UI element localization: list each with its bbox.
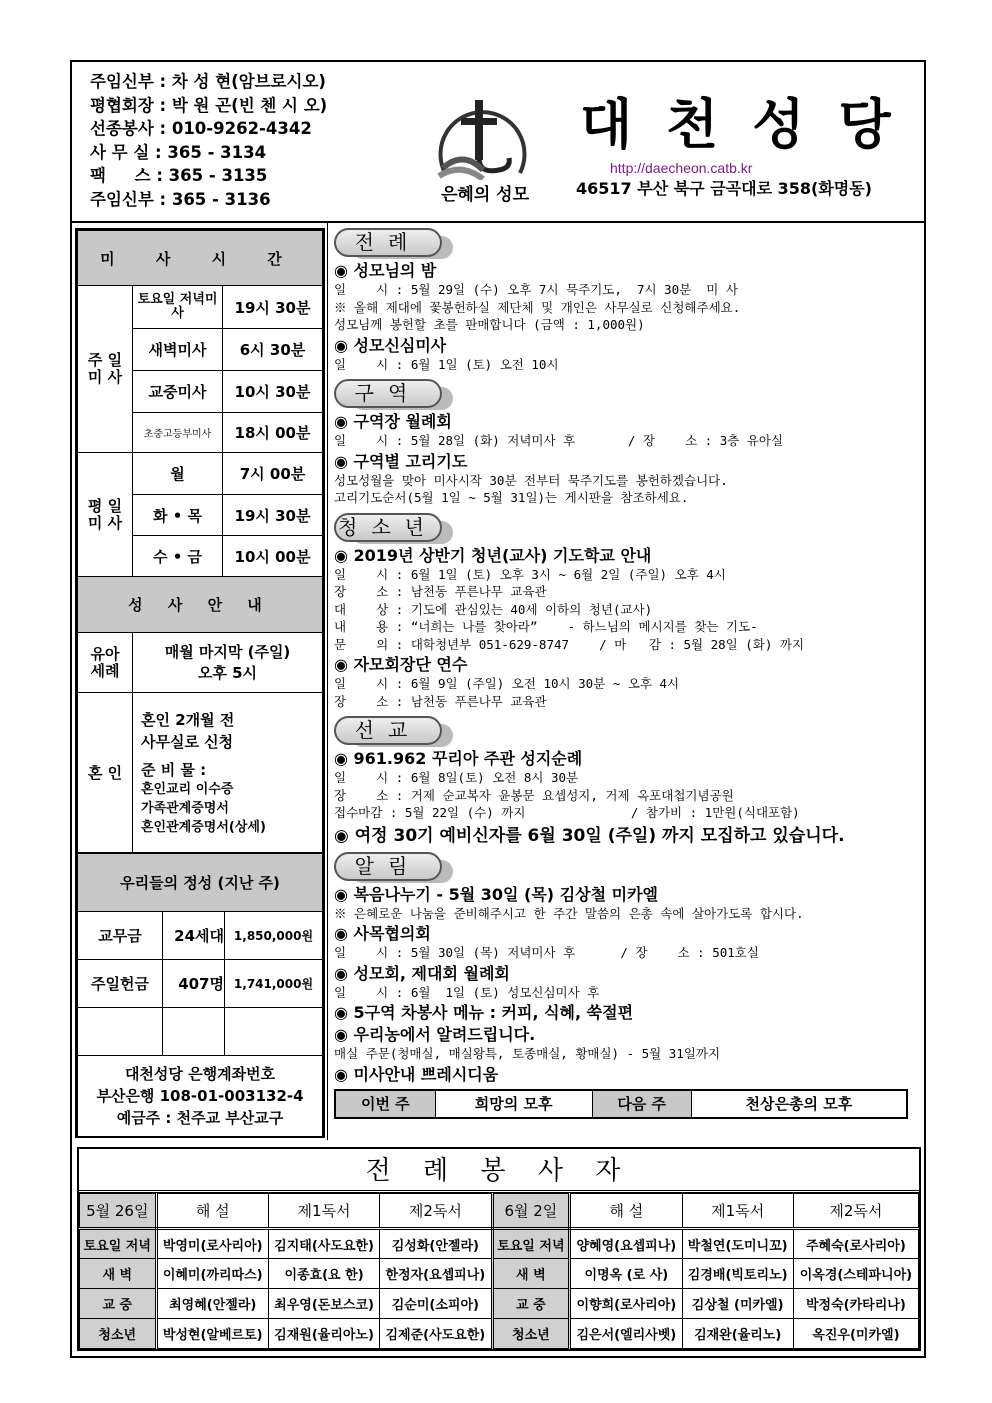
liturgy-servers xyxy=(77,1147,921,1351)
servers-table xyxy=(79,1193,919,1349)
servers-header-row xyxy=(80,1194,919,1229)
section-2 xyxy=(334,511,920,711)
server-name: 김성화(안젤라) xyxy=(380,1229,492,1259)
offering-name: 주일헌금 xyxy=(78,960,163,1008)
mass-label: 청소년 xyxy=(80,1319,157,1349)
sunday-label: 주 일 미 사 xyxy=(78,286,133,453)
role-header: 제2독서 xyxy=(380,1194,492,1229)
marriage-info: 혼인 2개월 전 사무실로 신청 xyxy=(141,710,235,751)
presidium-table xyxy=(334,1089,908,1119)
baptism-info: 매월 마지막 (주일) 오후 5시 xyxy=(133,633,323,693)
mass-label: 교 중 xyxy=(492,1289,570,1319)
item-heading: ◉ 복음나누기 - 5월 30일 (목) 김상철 미카엘 xyxy=(334,884,659,904)
server-name: 박영미(로사리아) xyxy=(156,1229,268,1259)
marriage-label: 혼 인 xyxy=(78,693,133,853)
contact-line: 선종봉사 : 010-9262-4342 xyxy=(90,119,312,138)
role-header: 해 설 xyxy=(570,1194,682,1229)
section-heading: 알림 xyxy=(334,852,442,881)
item-line: 매실 주문(청매실, 매실왕특, 토종매실, 황매실) - 5월 31일까지 xyxy=(334,1046,721,1061)
server-name: 박철연(도미니꼬) xyxy=(682,1229,793,1259)
offering-name: 교무금 xyxy=(78,912,163,960)
item-heading: ◉ 구역장 월례회 xyxy=(334,412,452,431)
server-name: 김상철 (미카엘) xyxy=(682,1289,793,1319)
header xyxy=(70,60,926,223)
mass-label: 새 벽 xyxy=(492,1259,570,1289)
left-sidebar xyxy=(75,228,325,1138)
item-line: 일 시 : 6월 1일 (토) 성모신심미사 후 xyxy=(334,984,600,1000)
server-name: 최영혜(안젤라) xyxy=(156,1289,268,1319)
item-line: 장 소 : 남천동 푸른나무 교육관 xyxy=(334,693,547,709)
sacrament-title: 성 사 안 내 xyxy=(78,577,323,633)
server-name: 이혜미(까리따스) xyxy=(156,1259,268,1289)
server-name: 양혜영(요셉피나) xyxy=(570,1229,682,1259)
section-4 xyxy=(334,850,920,1085)
contact-list xyxy=(90,70,327,211)
section-heading: 전례 xyxy=(334,228,442,257)
item-line: ※ 올해 제대에 꽃봉헌하실 제단체 및 개인은 사무실로 신청해주세요. xyxy=(334,299,741,315)
offering-title: 우리들의 정성 (지난 주) xyxy=(78,854,323,912)
mass-name: 새벽미사 xyxy=(133,329,223,371)
server-name: 박정숙(카타리나) xyxy=(793,1289,918,1319)
mass-time: 19시 30분 xyxy=(223,286,323,329)
servers-row xyxy=(80,1319,919,1349)
offering-count: 24세대 xyxy=(163,912,225,960)
item-line: 일 시 : 5월 29일 (수) 오후 7시 묵주기도, 7시 30분 미 사 xyxy=(334,282,738,297)
contact-line: 팩 스 : 365 - 3135 xyxy=(90,166,268,185)
item-heading: ◉ 성모님의 밤 xyxy=(334,261,437,280)
server-name: 김은서(엘리사벳) xyxy=(570,1319,682,1349)
item-line: 일 시 : 6월 1일 (토) 오전 10시 xyxy=(334,356,559,372)
item-line: 성모님께 봉헌할 초를 판매합니다 (금액 : 1,000원) xyxy=(334,317,645,332)
empty-cell xyxy=(225,1008,323,1056)
baptism-label: 유아 세례 xyxy=(78,633,133,693)
item-line: ※ 은혜로운 나눔을 준비해주시고 한 주간 말씀의 은총 속에 살아가도록 합시다. xyxy=(334,905,804,921)
logo-caption: 은혜의 성모 xyxy=(440,185,530,205)
item-heading: ◉ 5구역 차봉사 메뉴 : 커피, 식혜, 쑥절편 xyxy=(334,1003,634,1022)
mass-name: 수 • 금 xyxy=(133,536,223,577)
section-heading: 구역 xyxy=(334,379,442,408)
mass-schedule-table xyxy=(77,230,323,853)
item-line: 일 시 : 5월 30일 (목) 저녁미사 후 / 장 소 : 501호실 xyxy=(334,945,759,960)
marriage-prep-label: 준 비 물 : xyxy=(141,760,207,779)
item-heading: ◉ 사목협의회 xyxy=(334,924,431,943)
this-week-presidium: 희망의 모후 xyxy=(435,1090,592,1118)
item-line: 장 소 : 남천동 푸른나무 교육관 xyxy=(334,584,547,599)
item-line: 성모성월을 맞아 미사시작 30분 전부터 묵주기도를 봉헌하겠습니다. xyxy=(334,472,728,488)
weekday-label: 평 일 미 사 xyxy=(78,453,133,577)
contact-line: 주임신부 : 차 성 현(암브로시오) xyxy=(90,72,326,91)
service-date: 6월 2일 xyxy=(492,1194,570,1229)
item-line: 대 상 : 기도에 관심있는 40세 이하의 청년(교사) xyxy=(334,601,653,617)
mass-time: 6시 30분 xyxy=(223,329,323,371)
item-heading: ◉ 961.962 꾸리아 주관 성지순례 xyxy=(334,749,583,768)
server-name: 이종효(요 한) xyxy=(268,1259,379,1289)
announcements xyxy=(334,226,920,1119)
website-link[interactable]: http://daecheon.catb.kr xyxy=(610,160,753,176)
offering-count: 407명 xyxy=(163,960,225,1008)
this-week-label: 이번 주 xyxy=(335,1090,435,1118)
mass-label: 토요일 저녁 xyxy=(492,1229,570,1259)
item-line: 내 용 : “너희는 나를 찾아라” - 하느님의 메시지를 찾는 기도- xyxy=(334,619,758,634)
item-heading: ◉ 성모회, 제대회 월례회 xyxy=(334,963,510,983)
bank-holder: 예금주 : 천주교 부산교구 xyxy=(116,1109,284,1127)
section-3 xyxy=(334,714,920,846)
server-name: 김제준(사도요한) xyxy=(380,1319,492,1349)
item-line: 일 시 : 5월 28일 (화) 저녁미사 후 / 장 소 : 3층 유아실 xyxy=(334,433,784,448)
item-line: 일 시 : 6월 1일 (토) 오후 3시 ~ 6월 2일 (주일) 오후 4시 xyxy=(334,566,726,582)
mass-time: 7시 00분 xyxy=(223,453,323,495)
item-line: 일 시 : 6월 9일 (주일) 오전 10시 30분 ~ 오후 4시 xyxy=(334,676,680,691)
servers-title: 전 례 봉 사 자 xyxy=(79,1149,919,1193)
item-line: 장 소 : 거제 순교복자 윤봉문 요셉성지, 거제 옥포대첩기념공원 xyxy=(334,787,734,803)
server-name: 김순미(소피아) xyxy=(380,1289,492,1319)
mass-label: 토요일 저녁 xyxy=(80,1229,157,1259)
mass-time: 10시 00분 xyxy=(223,536,323,577)
column-divider xyxy=(327,222,328,1140)
church-logo-icon xyxy=(425,88,535,180)
server-name: 이명옥 (로 사) xyxy=(570,1259,682,1289)
server-name: 한정자(요셉피나) xyxy=(380,1259,492,1289)
item-heading: ◉ 2019년 상반기 청년(교사) 기도학교 안내 xyxy=(334,545,652,565)
servers-row xyxy=(80,1289,919,1319)
server-name: 김재완(율리노) xyxy=(682,1319,793,1349)
mass-time: 10시 30분 xyxy=(223,371,323,413)
item-line: 일 시 : 6월 8일(토) 오전 8시 30분 xyxy=(334,770,579,785)
mass-title: 미 사 시 간 xyxy=(78,231,323,286)
mass-name: 교중미사 xyxy=(133,371,223,413)
mass-time: 19시 30분 xyxy=(223,495,323,536)
item-line: 문 의 : 대학청년부 051-629-8747 / 마 감 : 5월 28일 (화) 까지 xyxy=(334,636,805,652)
mass-name: 토요일 저녁미사 xyxy=(133,286,223,329)
church-title: 대천성당 xyxy=(580,93,925,156)
section-0 xyxy=(334,226,920,373)
server-name: 박성현(알베르토) xyxy=(156,1319,268,1349)
item-heading: ◉ 자모회장단 연수 xyxy=(334,655,468,674)
server-name: 김경배(빅토리노) xyxy=(682,1259,793,1289)
contact-line: 평협회장 : 박 원 곤(빈 첸 시 오) xyxy=(90,95,328,115)
empty-cell xyxy=(163,1008,225,1056)
section-heading: 청소년 xyxy=(334,513,442,542)
server-name: 김재원(율리아노) xyxy=(268,1319,379,1349)
item-heading: ◉ 성모신심미사 xyxy=(334,335,447,355)
item-heading: ◉ 구역별 고리기도 xyxy=(334,451,468,471)
offering-amount: 1,741,000원 xyxy=(225,960,323,1008)
next-week-label: 다음 주 xyxy=(592,1090,691,1118)
item-heading: ◉ 미사안내 쁘레시디움 xyxy=(334,1064,499,1084)
item-line: 접수마감 : 5월 22일 (수) 까지 / 참가비 : 1만원(식대포함) xyxy=(334,805,800,820)
bank-title: 대천성당 은행계좌번호 xyxy=(124,1065,276,1083)
role-header: 제1독서 xyxy=(268,1194,379,1229)
contact-line: 사 무 실 : 365 - 3134 xyxy=(90,142,267,162)
next-week-presidium: 천상은총의 모후 xyxy=(691,1090,907,1118)
offering-table xyxy=(77,853,323,1137)
server-name: 이옥경(스테파니아) xyxy=(793,1259,918,1289)
mass-label: 교 중 xyxy=(80,1289,157,1319)
service-date: 5월 26일 xyxy=(80,1194,157,1229)
mass-name: 화 • 목 xyxy=(133,495,223,536)
servers-row xyxy=(80,1259,919,1289)
item-heading: ◉ 우리농에서 알려드립니다. xyxy=(334,1025,536,1044)
role-header: 해 설 xyxy=(156,1194,268,1229)
server-name: 주혜숙(로사리아) xyxy=(793,1229,918,1259)
server-name: 이향희(로사리아) xyxy=(570,1289,682,1319)
server-name: 옥진우(미카엘) xyxy=(793,1319,918,1349)
bank-account: 부산은행 108-01-003132-4 xyxy=(96,1087,304,1105)
contact-line: 주임신부 : 365 - 3136 xyxy=(90,189,271,209)
role-header: 제2독서 xyxy=(793,1194,918,1229)
mass-label: 청소년 xyxy=(492,1319,570,1349)
mass-label: 새 벽 xyxy=(80,1259,157,1289)
marriage-docs: 혼인교리 이수증 가족관계증명서 혼인관계증명서(상세) xyxy=(141,781,266,835)
address: 46517 부산 북구 금곡대로 358(화명동) xyxy=(576,179,872,198)
item-line: 고리기도순서(5월 1일 ~ 5월 31일)는 게시판을 참조하세요. xyxy=(334,490,689,505)
server-name: 최우영(돈보스코) xyxy=(268,1289,379,1319)
offering-amount: 1,850,000원 xyxy=(225,912,323,960)
section-heading: 선교 xyxy=(334,716,442,745)
empty-cell xyxy=(78,1008,163,1056)
section-1 xyxy=(334,377,920,507)
mass-name: 월 xyxy=(133,453,223,495)
role-header: 제1독서 xyxy=(682,1194,793,1229)
servers-row xyxy=(80,1229,919,1259)
server-name: 김지태(사도요한) xyxy=(268,1229,379,1259)
mass-time: 18시 00분 xyxy=(223,413,323,453)
mass-name: 초중고등부미사 xyxy=(133,413,223,453)
item-heading: ◉ 여정 30기 예비신자를 6월 30일 (주일) 까지 모집하고 있습니다. xyxy=(334,825,845,846)
